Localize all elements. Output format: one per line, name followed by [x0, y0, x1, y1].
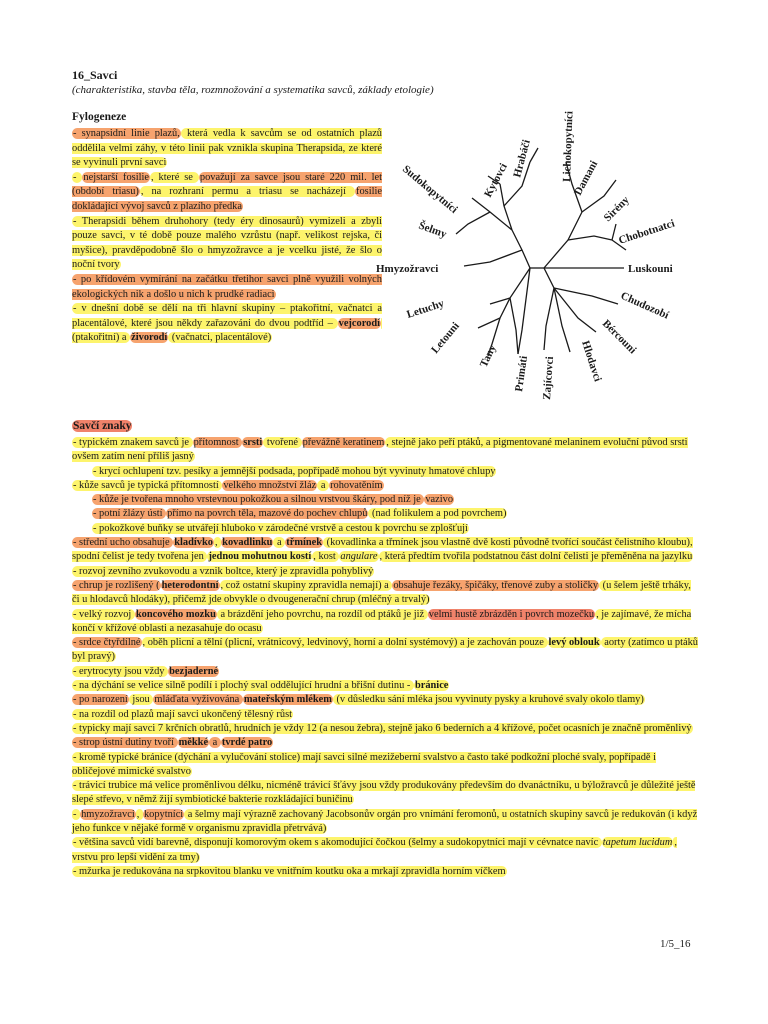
text: a šelmy mají výrazně zachovaný Jacobsonův orgán pro vnímání feromonů, u ostatních skupiny savců je redukován (i když jeho funkce v nějaké formě v organismu zpravidla přetrvává): [72, 808, 698, 835]
znaky-line: [72, 536, 700, 565]
znaky-line: [72, 779, 700, 808]
znaky-line: [72, 836, 700, 865]
znaky-line: [72, 751, 700, 780]
highlight: velmi hustě zbrázděn i povrch mozečku: [428, 608, 595, 620]
text: ,: [214, 537, 221, 549]
text: , je zajímavé, že mícha končí v křížové oblasti a nezasahuje do ocasu: [72, 608, 692, 634]
text: - typickém znakem savců je: [73, 437, 192, 448]
highlight: mateřským mlékem: [243, 694, 332, 706]
text: - trávicí trubice má velice proměnlivou délku, nicméně trávicí šťávy jsou vždy produkovány především do dvanáctníku, u býložravců je důležité ještě slepé střevo, v němž žijí symbiotické bakterie rozkládající buničinu: [72, 780, 696, 806]
label-kytovci: Kytovci: [482, 161, 510, 200]
text: , stejně jako peří ptáků, a pigmentované melaninem evoluční původ srsti ovšem zatím není příliš jasný: [72, 437, 688, 463]
highlight: kladívko: [174, 537, 213, 549]
znaky-line: [72, 865, 700, 879]
text: (v důsledku sání mléka jsou vyvinuty pysky a kruhové svaly okolo tlamy): [333, 694, 644, 706]
highlight: - kůže je tvořena mnoho vrstevnou pokožkou a silnou vrstvou škáry, pod níž je: [93, 494, 424, 506]
fylogeneze-paragraph-1: [72, 127, 382, 171]
text: (nad folikulem a pod povrchem): [369, 508, 507, 520]
znaky-line: [72, 565, 700, 579]
fylogeneze-paragraph-5: [72, 302, 382, 346]
label-tany: Tany: [477, 342, 499, 370]
text: -: [73, 808, 80, 820]
highlight: heterodontní: [161, 579, 219, 591]
fylogeneze-heading: Fylogeneze: [72, 111, 127, 123]
text: aorty (zatímco u ptáků byl pravý): [72, 637, 698, 663]
text: - v dnešní době se dělí na tři hlavní skupiny – ptakořitní, vačnatci a placentálové, které jsou někdy zařazováni do dvou podtříd –: [72, 303, 382, 329]
label-lichokopytnici: Lichokopytníci: [561, 110, 576, 183]
znaky-line: [72, 465, 700, 479]
text: bránice: [414, 680, 449, 692]
text: , na rozhraní permu a triasu se nacházejí: [140, 186, 355, 198]
text: - typicky mají savci 7 krčních obratlů, hrudních je vždy 12 (a nesou žebra), stejně jako 6 bederních a 4 křížové, počet ocasních je značně proměnlivý: [73, 722, 692, 734]
text: - kromě typické bránice (dýchání a vylučování stolice) mají savci silné mezižeberní svalstvo a často také podkožní ploché svaly, popřípadě i obličejové mimické svalstvo: [72, 751, 657, 777]
label-damani: Damani: [572, 158, 601, 198]
text: - mžurka je redukována na srpkovitou blanku ve vnitřním koutku oka a mrkají zpravidla horním víčkem: [73, 865, 506, 877]
label-chudozobi: Chudozobí: [618, 289, 671, 322]
text: , které se: [150, 171, 198, 183]
tree-labels: [376, 111, 676, 400]
znaky-line: [72, 579, 700, 608]
highlight: - synapsidní linie plazů,: [73, 128, 180, 139]
fylogeneze-section: [72, 110, 382, 346]
savci-znaky-section: [72, 419, 700, 879]
text: - rozvoj zevního zvukovodu a vznik boltce, který je zpravidla pohyblivý: [73, 565, 374, 577]
label-sudokopytnici: Sudokopytníci: [400, 163, 460, 216]
znaky-line: [72, 808, 700, 837]
znaky-line: [72, 436, 700, 465]
text: levý oblouk: [548, 637, 600, 649]
text: , vrstvu pro lepší vidění za tmy): [72, 837, 677, 863]
text: a: [318, 479, 329, 491]
highlight: obsahuje řezáky, špičáky, třenové zuby a stoličky: [393, 579, 599, 591]
fylogeneze-paragraph-4: [72, 273, 382, 302]
znaky-line: [72, 493, 700, 507]
highlight: vejcorodí: [338, 317, 380, 329]
text: - velký rozvoj: [73, 608, 134, 620]
highlight: rohovatěním: [330, 479, 383, 491]
text: tapetum lucidum: [602, 837, 673, 849]
highlight: - strop ústní dutiny tvoří: [73, 737, 177, 749]
text: (kovadlinka a třmínek jsou vlastně dvě kosti původně tvořící součást čelistního kloubu), spodní čelist je tedy tvořena jen: [72, 537, 693, 563]
phylogenetic-tree-diagram: [372, 100, 688, 410]
text: - většina savců vidí barevně, disponují komorovým okem s akomodující čočkou (šelmy a sudokopytníci mají v cévnatce navíc: [73, 837, 601, 849]
text: - pokožkové buňky se utvářejí hluboko v zárodečné vrstvě a cestou k povrchu se zplošťují: [93, 522, 468, 534]
znaky-line: [72, 693, 700, 707]
highlight: měkké: [178, 737, 209, 749]
highlight: nejstarší fosilie: [83, 171, 149, 183]
highlight: tvrdé patro: [221, 737, 273, 749]
highlight: která vedla k savcům se od ostatních plazů oddělila velmi záhy, v této linii pak vznikla skupina Therapsida, ze které se vyvinuli první savci: [72, 128, 382, 169]
highlight: a: [210, 737, 220, 749]
znaky-line: [72, 507, 700, 521]
highlight: považují za savce jsou staré 220 mil. let (období triasu): [72, 171, 383, 198]
label-letouni: Letouni: [429, 320, 462, 356]
highlight: třmínek: [286, 537, 323, 549]
highlight: mláďata vyživována: [154, 694, 242, 706]
znaky-line: [72, 665, 700, 679]
znaky-line: [72, 736, 700, 750]
text: angulare: [340, 551, 378, 563]
text: - na rozdíl od plazů mají savci ukončený tělesný růst: [73, 708, 293, 720]
fylogeneze-paragraph-2: [72, 171, 382, 215]
fylogeneze-paragraph-3: [72, 215, 382, 273]
highlight: - chrup je rozlišený (: [73, 579, 160, 591]
znaky-line: [72, 722, 700, 736]
label-sireny: Sirény: [601, 194, 632, 225]
label-hmyzozravci: Hmyzožravci: [376, 263, 439, 275]
label-letuchy: Letuchy: [405, 297, 446, 321]
highlight: - potní žlázy ústí: [93, 508, 166, 520]
highlight: srsti: [243, 437, 263, 448]
text: (u šelem ještě trháky, či u hlodavců hlodáky), přičemž jde obvykle o dvougenerační chrup (mléčný a trvalý): [72, 579, 691, 606]
text: a: [274, 537, 285, 549]
highlight: koncového mozku: [135, 608, 216, 620]
label-chobotnatci: Chobotnatci: [617, 217, 677, 247]
label-hrabaci: Hrabáči: [511, 138, 533, 179]
znaky-heading: [72, 419, 700, 434]
znaky-line: [72, 679, 700, 693]
text: , což ostatní skupiny zpravidla nemají) a: [220, 579, 392, 591]
text: - na dýchání se velice silně podílí i plochý sval oddělující hrudní a břišní dutinu -: [73, 680, 413, 692]
highlight: - po narození: [73, 694, 128, 706]
text: jsou: [129, 694, 153, 706]
heading-text: Savčí znaky: [73, 420, 132, 432]
page-subtitle: (charakteristika, stavba těla, rozmnožování a systematika savců, základy etologie): [72, 84, 434, 96]
text: - krycí ochlupení tzv. pesíky a jemnější podsada, popřípadě mohou být vyvinuty hmatové chlupy: [93, 465, 496, 477]
text: - kůže savců je typická přítomností: [73, 479, 222, 491]
znaky-line: [72, 522, 700, 536]
highlight: kovadlinku: [222, 537, 273, 549]
text: , která předtím tvořila podstatnou část dolní čelisti je přeměněna na jazylku: [379, 551, 693, 563]
label-selmy: Šelmy: [416, 219, 449, 241]
highlight: fosilie dokládající vývoj savců z plazího předka: [72, 186, 382, 212]
highlight: kopytníci: [143, 808, 184, 820]
highlight: bezjaderné: [169, 665, 219, 677]
text: a brázdění jeho povrchu, na rozdíl od ptáků je již: [217, 608, 427, 620]
highlight: přítomnost: [193, 437, 242, 448]
label-luskouni: Luskouni: [628, 263, 673, 275]
page-title: 16_Savci: [72, 68, 118, 82]
text: jednou mohutnou kostí: [208, 551, 312, 563]
label-hlodavci: Hlodavci: [579, 339, 604, 384]
text: , kost: [313, 551, 339, 563]
text: - erytrocyty jsou vždy: [73, 665, 168, 677]
highlight: - srdce čtyřdílné: [73, 637, 141, 649]
znaky-line: [72, 636, 700, 665]
znaky-line: [72, 479, 700, 493]
znaky-line: [72, 608, 700, 637]
highlight: - po křídovém vymírání na začátku třetihor savci plně využili volných ekologických nik a došlo u nich k prudké radiaci: [72, 273, 382, 300]
text: (ptakořitní) a: [72, 318, 382, 344]
znaky-line: [72, 708, 700, 722]
text: -: [73, 171, 82, 183]
highlight: živorodí: [131, 332, 168, 344]
highlight: přímo na povrch těla, mazové do pochev chlupů: [167, 508, 368, 520]
text: , oběh plicní a tělní (plicní, vrátnicový, ledvinový, horní a dolní systémový) a je zachován pouze: [142, 637, 547, 649]
highlight: velkého množství žláz: [223, 479, 317, 491]
text: - Therapsidi během druhohory (tedy éry dinosaurů) vymizeli a zbyli pouze savci, v té době pouze malého vzrůstu (např. velikost rejska, či myšice), pravděpodobně šlo o hmyzožravce a je vcelku jisté, že šlo o noční tvory: [72, 215, 382, 271]
highlight: - střední ucho obsahuje: [73, 537, 173, 549]
label-zajicovci: Zajícovci: [541, 356, 557, 401]
text: ,: [136, 808, 142, 820]
text: (vačnatci, placentálové): [169, 332, 272, 344]
text: tvořené: [264, 437, 301, 448]
highlight: převážně keratinem: [302, 437, 385, 448]
page-number: 1/5_16: [660, 938, 691, 950]
label-bercouni: Bércouni: [599, 317, 639, 357]
label-primati: Primáti: [513, 355, 530, 393]
highlight: hmyzožravci: [81, 808, 135, 820]
highlight: vazivo: [425, 494, 454, 506]
